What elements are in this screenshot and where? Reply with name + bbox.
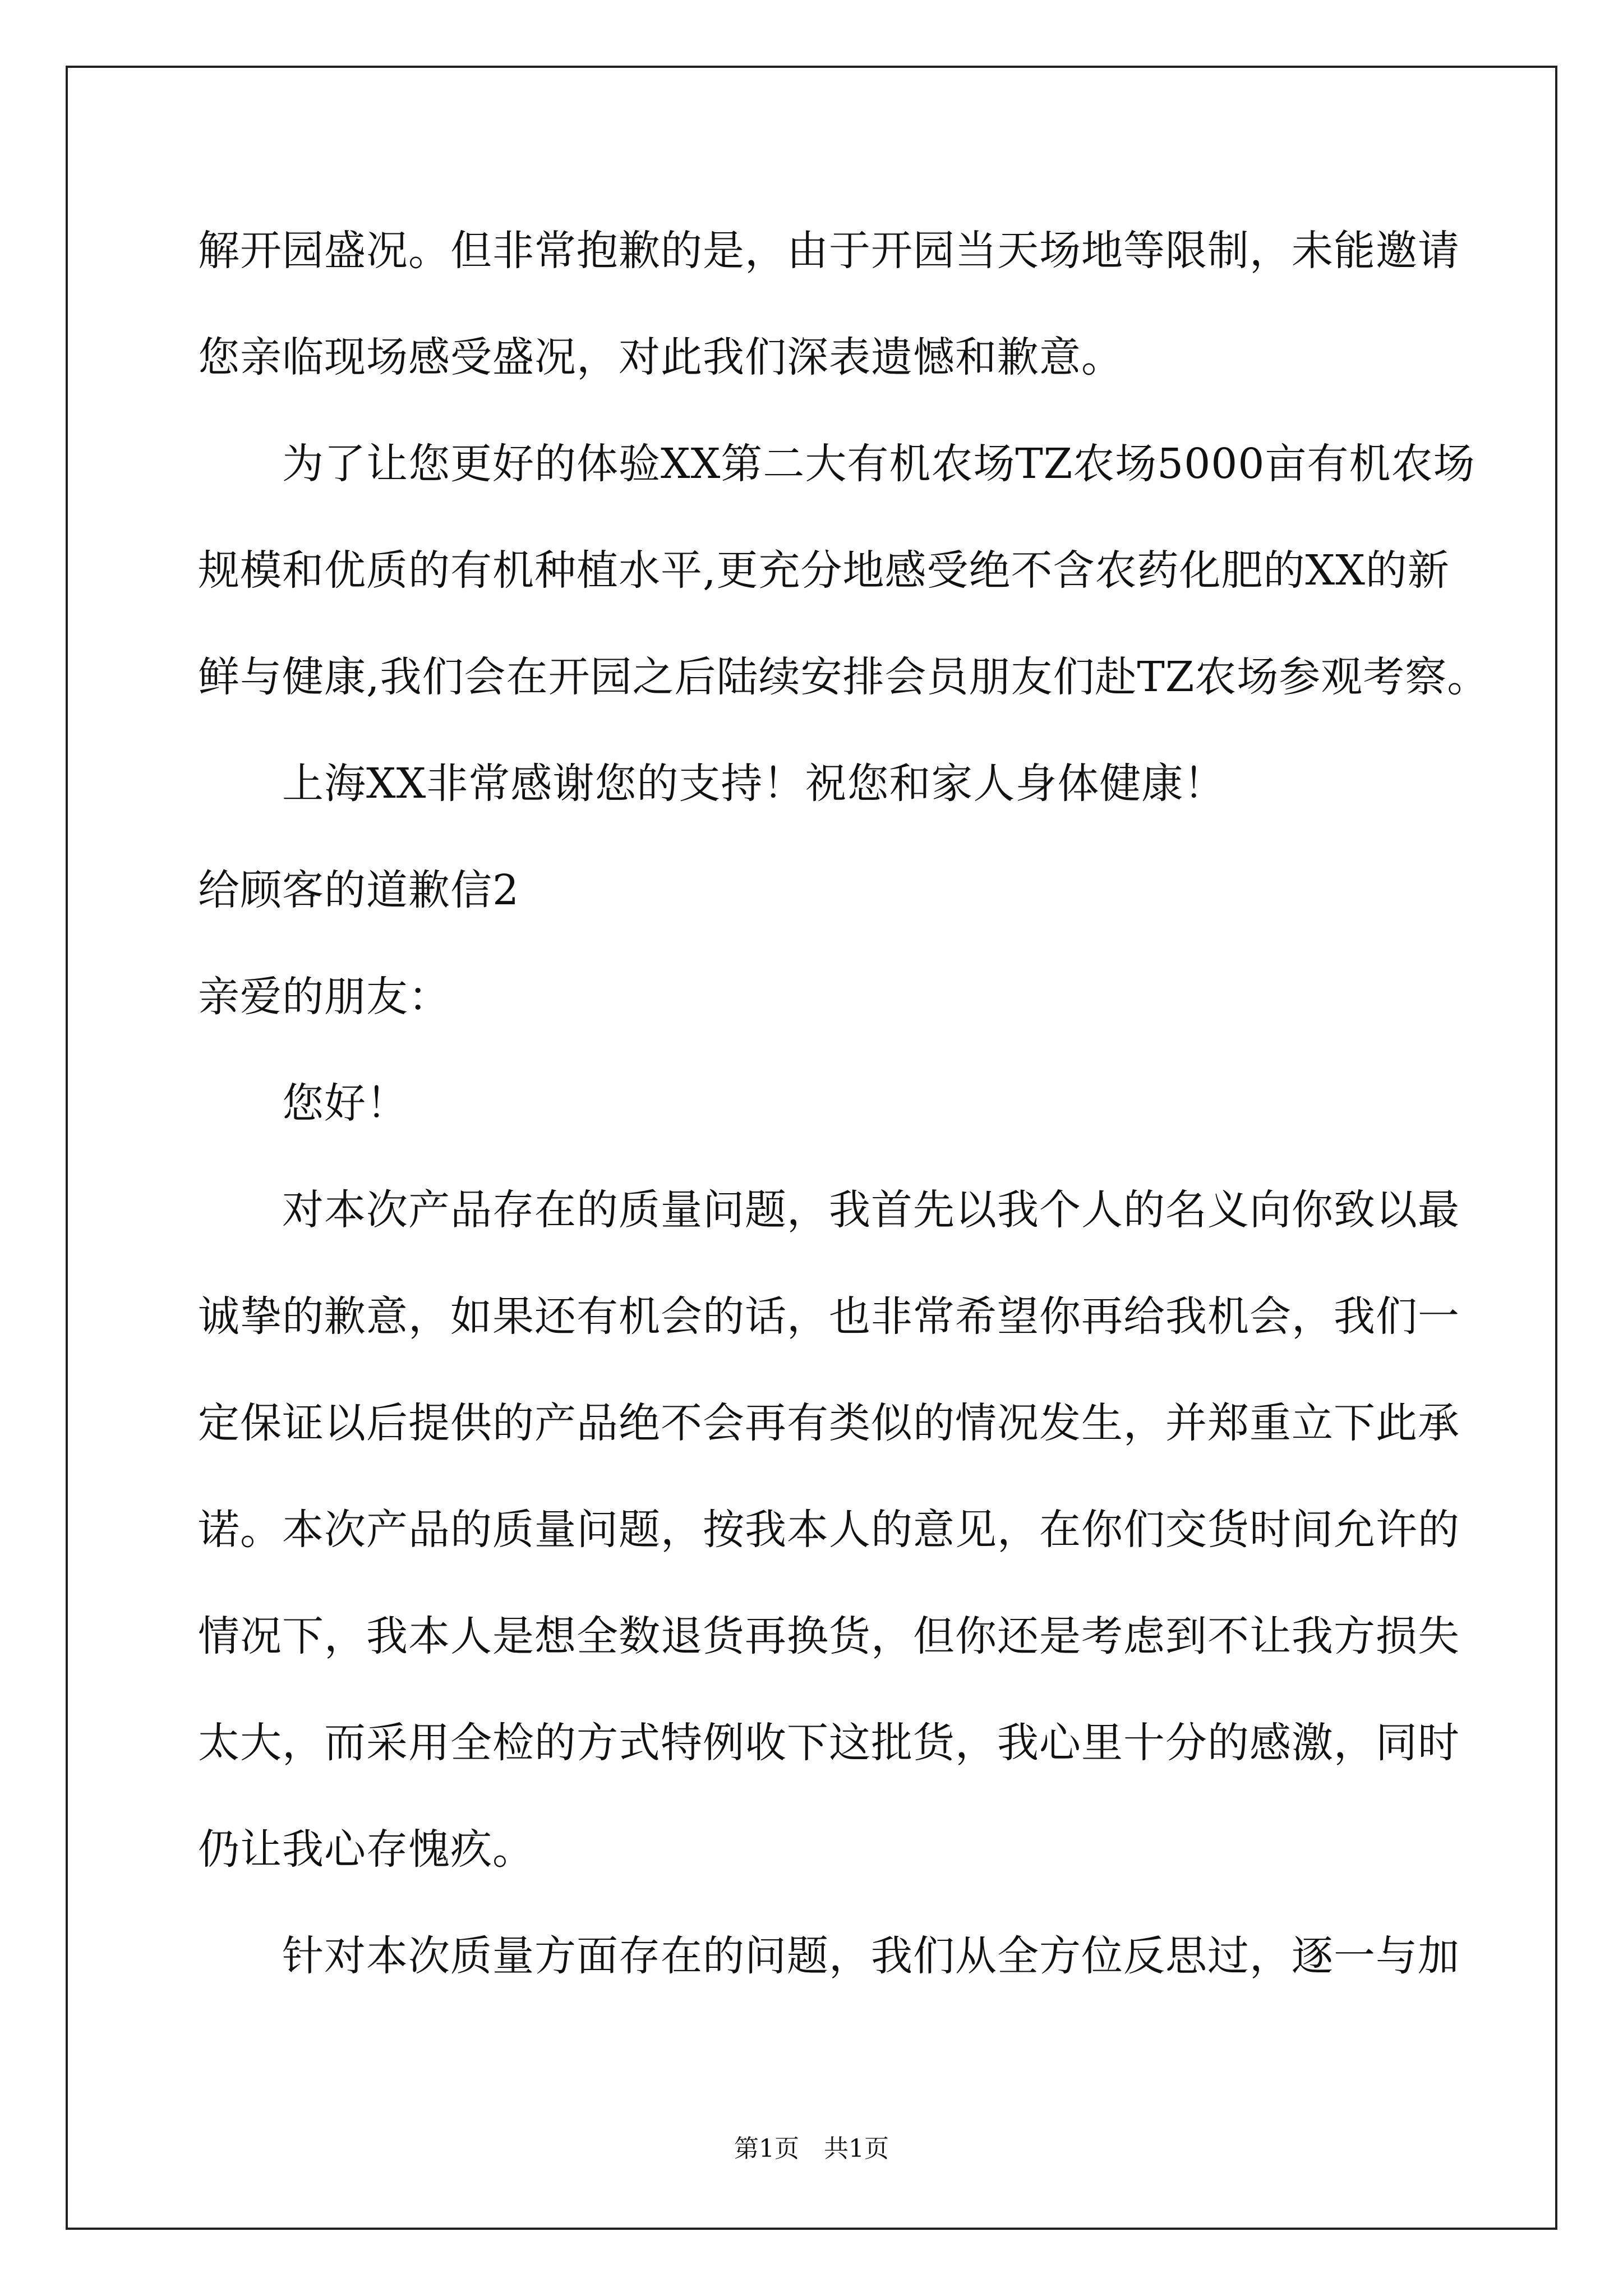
- body-line: 上海XX非常感谢您的支持！祝您和家人身体健康！: [282, 760, 1226, 808]
- body-line: 针对本次质量方面存在的问题，我们从全方位反思过，逐一与加: [282, 1932, 1460, 1980]
- section-heading: 给顾客的道歉信2: [198, 866, 520, 914]
- body-line: 鲜与健康,我们会在开园之后陆续安排会员朋友们赴TZ农场参观考察。: [198, 653, 1490, 701]
- body-line: 仍让我心存愧疚。: [198, 1825, 534, 1874]
- body-line: 解开园盛况。但非常抱歉的是，由于开园当天场地等限制，未能邀请: [198, 227, 1460, 275]
- page-border: [66, 66, 1557, 2230]
- body-line: 太大，而采用全检的方式特例收下这批货，我心里十分的感激，同时: [198, 1719, 1460, 1767]
- body-line: 为了让您更好的体验XX第二大有机农场TZ农场5000亩有机农场: [282, 440, 1476, 488]
- body-line: 规模和优质的有机种植水平,更充分地感受绝不含农药化肥的XX的新: [198, 546, 1450, 595]
- body-line: 诚挚的歉意，如果还有机会的话，也非常希望你再给我机会，我们一: [198, 1292, 1460, 1341]
- page-footer: 第1页 共1页: [734, 2134, 889, 2163]
- body-line: 您亲临现场感受盛况，对此我们深表遗憾和歉意。: [198, 333, 1123, 381]
- body-line: 情况下，我本人是想全数退货再换货，但你还是考虑到不让我方损失: [198, 1612, 1460, 1660]
- body-line: 诺。本次产品的质量问题，按我本人的意见，在你们交货时间允许的: [198, 1506, 1460, 1554]
- greeting: 您好！: [282, 1079, 408, 1128]
- salutation: 亲爱的朋友：: [198, 973, 450, 1021]
- body-line: 定保证以后提供的产品绝不会再有类似的情况发生，并郑重立下此承: [198, 1399, 1460, 1447]
- body-line: 对本次产品存在的质量问题，我首先以我个人的名义向你致以最: [282, 1186, 1460, 1234]
